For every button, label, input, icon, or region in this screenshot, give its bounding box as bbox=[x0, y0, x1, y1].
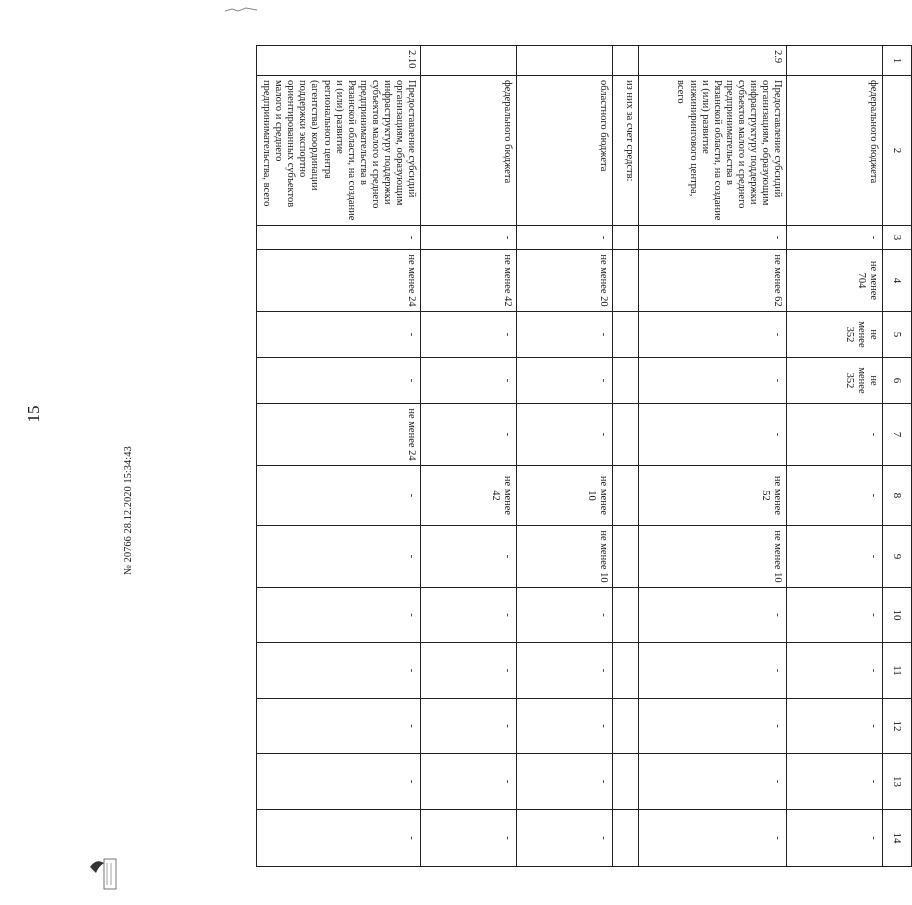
data-table bbox=[256, 45, 912, 867]
row-number-cell bbox=[787, 46, 883, 76]
column-header: 2 bbox=[883, 76, 912, 226]
value-cell: - bbox=[639, 810, 787, 867]
column-header: 8 bbox=[883, 466, 912, 526]
value-cell: - bbox=[517, 588, 613, 643]
column-header: 6 bbox=[883, 358, 912, 404]
value-cell: - bbox=[517, 226, 613, 250]
value-cell: - bbox=[257, 588, 421, 643]
column-header: 1 bbox=[883, 46, 912, 76]
table-row bbox=[257, 46, 421, 867]
value-cell: - bbox=[257, 810, 421, 867]
value-cell: не менее 704 bbox=[787, 250, 883, 312]
value-cell: - bbox=[421, 588, 517, 643]
row-number-cell: 2.9 bbox=[639, 46, 787, 76]
value-cell: - bbox=[517, 312, 613, 358]
column-header: 7 bbox=[883, 404, 912, 466]
row-name-cell: из них за счет средств: bbox=[613, 76, 639, 226]
row-number-cell bbox=[517, 46, 613, 76]
value-cell: - bbox=[421, 226, 517, 250]
value-cell: - bbox=[787, 643, 883, 699]
value-cell: - bbox=[639, 312, 787, 358]
row-number-cell: 2.10 bbox=[257, 46, 421, 76]
value-cell bbox=[613, 404, 639, 466]
value-cell: - bbox=[517, 643, 613, 699]
value-cell: - bbox=[517, 404, 613, 466]
value-cell: - bbox=[257, 754, 421, 810]
value-cell bbox=[613, 754, 639, 810]
value-cell: - bbox=[421, 312, 517, 358]
column-header: 12 bbox=[883, 699, 912, 754]
column-header: 9 bbox=[883, 526, 912, 588]
value-cell: - bbox=[257, 226, 421, 250]
value-cell: - bbox=[639, 588, 787, 643]
row-name-cell: Предоставление субсидий организациям, образующим инфраструктуру поддержки субъектов малого и среднего предпринимательства в Рязанской области, на создание и (или) развитие регионального центра (агентства) координации поддержки экспортно ориентированных субъектов малого и среднего предпринимательства, всего bbox=[257, 76, 421, 226]
column-header: 3 bbox=[883, 226, 912, 250]
value-cell: - bbox=[787, 588, 883, 643]
column-header: 10 bbox=[883, 588, 912, 643]
value-cell: - bbox=[639, 754, 787, 810]
value-cell: - bbox=[421, 810, 517, 867]
column-header: 4 bbox=[883, 250, 912, 312]
value-cell: - bbox=[257, 466, 421, 526]
value-cell: - bbox=[421, 358, 517, 404]
value-cell: - bbox=[639, 358, 787, 404]
table-row bbox=[421, 46, 517, 867]
value-cell bbox=[613, 643, 639, 699]
value-cell: - bbox=[421, 643, 517, 699]
value-cell: - bbox=[787, 699, 883, 754]
row-name-cell: федерального бюджета bbox=[787, 76, 883, 226]
row-number-cell bbox=[421, 46, 517, 76]
value-cell: - bbox=[421, 699, 517, 754]
value-cell: не менее 42 bbox=[421, 466, 517, 526]
value-cell bbox=[613, 312, 639, 358]
registry-logo bbox=[84, 855, 122, 893]
registration-stamp: № 20766 28.12.2020 15:34:43 bbox=[123, 446, 134, 575]
value-cell: - bbox=[257, 358, 421, 404]
value-cell: не менее 20 bbox=[517, 250, 613, 312]
table-row bbox=[517, 46, 613, 867]
value-cell: - bbox=[517, 810, 613, 867]
page-number: 15 bbox=[24, 405, 43, 423]
value-cell: не менее 52 bbox=[639, 466, 787, 526]
value-cell: - bbox=[787, 466, 883, 526]
value-cell bbox=[613, 699, 639, 754]
top-scribble bbox=[224, 0, 258, 6]
value-cell: не менее 10 bbox=[639, 526, 787, 588]
value-cell: - bbox=[257, 643, 421, 699]
value-cell: - bbox=[517, 699, 613, 754]
column-header: 13 bbox=[883, 754, 912, 810]
value-cell: - bbox=[787, 810, 883, 867]
value-cell: - bbox=[421, 526, 517, 588]
value-cell: не менее 24 bbox=[257, 250, 421, 312]
value-cell: - bbox=[787, 526, 883, 588]
value-cell: - bbox=[257, 526, 421, 588]
value-cell: - bbox=[787, 404, 883, 466]
value-cell bbox=[613, 226, 639, 250]
value-cell: - bbox=[787, 754, 883, 810]
value-cell: - bbox=[517, 358, 613, 404]
table-row bbox=[613, 46, 639, 867]
row-name-cell: федерального бюджета bbox=[421, 76, 517, 226]
table-row bbox=[787, 46, 883, 867]
value-cell: - bbox=[257, 699, 421, 754]
value-cell bbox=[613, 810, 639, 867]
value-cell: - bbox=[421, 754, 517, 810]
value-cell: не менее 352 bbox=[787, 312, 883, 358]
column-header: 5 bbox=[883, 312, 912, 358]
value-cell: - bbox=[639, 404, 787, 466]
value-cell: не менее 24 bbox=[257, 404, 421, 466]
value-cell: не менее 62 bbox=[639, 250, 787, 312]
value-cell: не менее 352 bbox=[787, 358, 883, 404]
value-cell: - bbox=[257, 312, 421, 358]
table-row bbox=[639, 46, 787, 867]
column-header: 14 bbox=[883, 810, 912, 867]
value-cell bbox=[613, 250, 639, 312]
value-cell: не менее 10 bbox=[517, 526, 613, 588]
row-name-cell: Предоставление субсидий организациям, образующим инфраструктуру поддержки субъектов малого и среднего предпринимательства в Рязанской области, на создание и (или) развитие инжинирингового центра, всего bbox=[639, 76, 787, 226]
column-header: 11 bbox=[883, 643, 912, 699]
value-cell: не менее 10 bbox=[517, 466, 613, 526]
value-cell: - bbox=[639, 226, 787, 250]
header-row bbox=[883, 46, 912, 867]
value-cell bbox=[613, 466, 639, 526]
value-cell: - bbox=[639, 699, 787, 754]
value-cell: - bbox=[639, 643, 787, 699]
value-cell: - bbox=[517, 754, 613, 810]
value-cell: - bbox=[787, 226, 883, 250]
value-cell bbox=[613, 526, 639, 588]
value-cell bbox=[613, 588, 639, 643]
value-cell: не менее 42 bbox=[421, 250, 517, 312]
row-name-cell: областного бюджета bbox=[517, 76, 613, 226]
value-cell bbox=[613, 358, 639, 404]
value-cell: - bbox=[421, 404, 517, 466]
row-number-cell bbox=[613, 46, 639, 76]
rotated-table-container bbox=[261, 45, 912, 865]
